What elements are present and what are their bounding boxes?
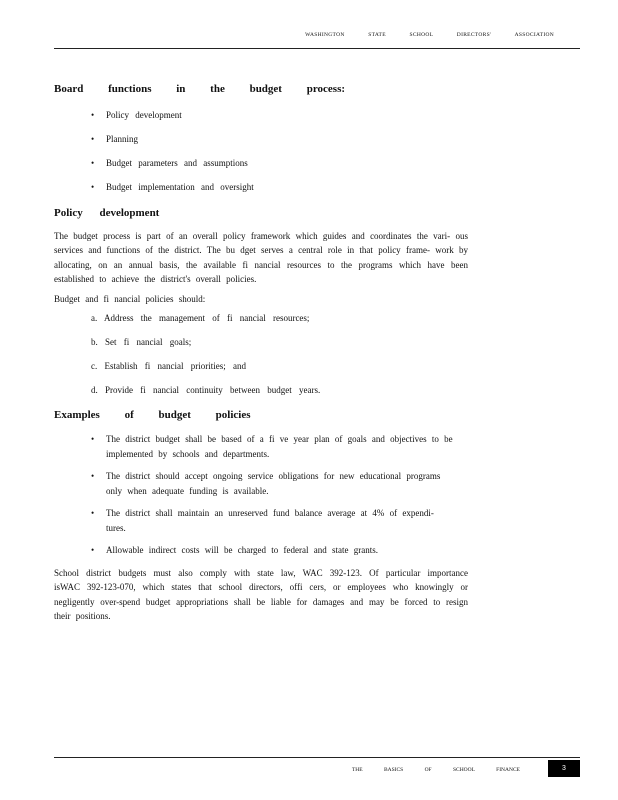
bullet-icon: • bbox=[91, 157, 95, 168]
list-item: • Allowable indirect costs will be charged to federal and state grants. bbox=[54, 543, 468, 558]
bullet-icon: • bbox=[91, 508, 95, 518]
list-item: b. Set fi nancial goals; bbox=[91, 337, 192, 347]
bullet-icon: • bbox=[91, 434, 95, 444]
policy-development-paragraph: The budget process is part of an overall policy framework which guides and coordinates the vari- ous services and functions of the district. The bu dget serves a central role in that policy frame- work by allocating, on an annual basis, the available fi nancial resources to the programs which have been established to achieve the district's overall policies. bbox=[54, 230, 468, 284]
list-item: d. Provide fi nancial continuity between budget years. bbox=[91, 385, 321, 395]
list-item: c. Establish fi nancial priorities; and bbox=[91, 361, 246, 371]
page-number: 3 bbox=[548, 760, 580, 777]
list-item: • Budget parameters and assumptions bbox=[54, 156, 468, 171]
list-item: • Planning bbox=[54, 132, 468, 147]
list-item: • The district budget shall be based of a fi ve year plan of goals and objectives to be implemented by schools and departments. bbox=[91, 434, 453, 459]
board-functions-list bbox=[54, 108, 468, 195]
footer-text: THE BASICS OF SCHOOL FINANCE bbox=[351, 767, 520, 773]
list-item: • Policy development bbox=[54, 108, 468, 123]
header-text: WASHINGTON STATE SCHOOL DIRECTORS' ASSOCIATION bbox=[305, 32, 554, 38]
page-footer bbox=[54, 757, 580, 780]
policy-lead-text: Budget and fi nancial policies should: bbox=[54, 293, 206, 304]
page-header bbox=[54, 30, 580, 49]
examples-list bbox=[54, 432, 468, 558]
board-functions-heading: Board functions in the budget process: bbox=[54, 83, 346, 95]
bullet-icon: • bbox=[91, 109, 95, 120]
bullet-icon: • bbox=[91, 133, 95, 144]
bullet-icon: • bbox=[91, 471, 95, 481]
list-item: • Budget implementation and oversight bbox=[54, 180, 468, 195]
bullet-icon: • bbox=[91, 545, 95, 555]
list-item: a. Address the management of fi nancial resources; bbox=[91, 313, 310, 323]
page-content bbox=[54, 80, 468, 629]
list-item: • The district shall maintain an unreserved fund balance average at 4% of expendi- tures. bbox=[91, 508, 434, 533]
list-item: • The district should accept ongoing service obligations for new educational programs only when adequate funding is available. bbox=[91, 471, 441, 496]
bullet-icon: • bbox=[91, 181, 95, 192]
policy-development-heading: Policy development bbox=[54, 207, 160, 219]
policy-list bbox=[54, 311, 468, 398]
closing-paragraph: School district budgets must also comply with state law, WAC 392-123. Of particular importance isWAC 392-123-070, which states that school directors, offi cers, or employees who knowingly or negligently over-spend budget appropriations shall be liable for damages and may be forced to resign their positions. bbox=[54, 567, 468, 621]
examples-heading: Examples of budget policies bbox=[54, 408, 251, 421]
